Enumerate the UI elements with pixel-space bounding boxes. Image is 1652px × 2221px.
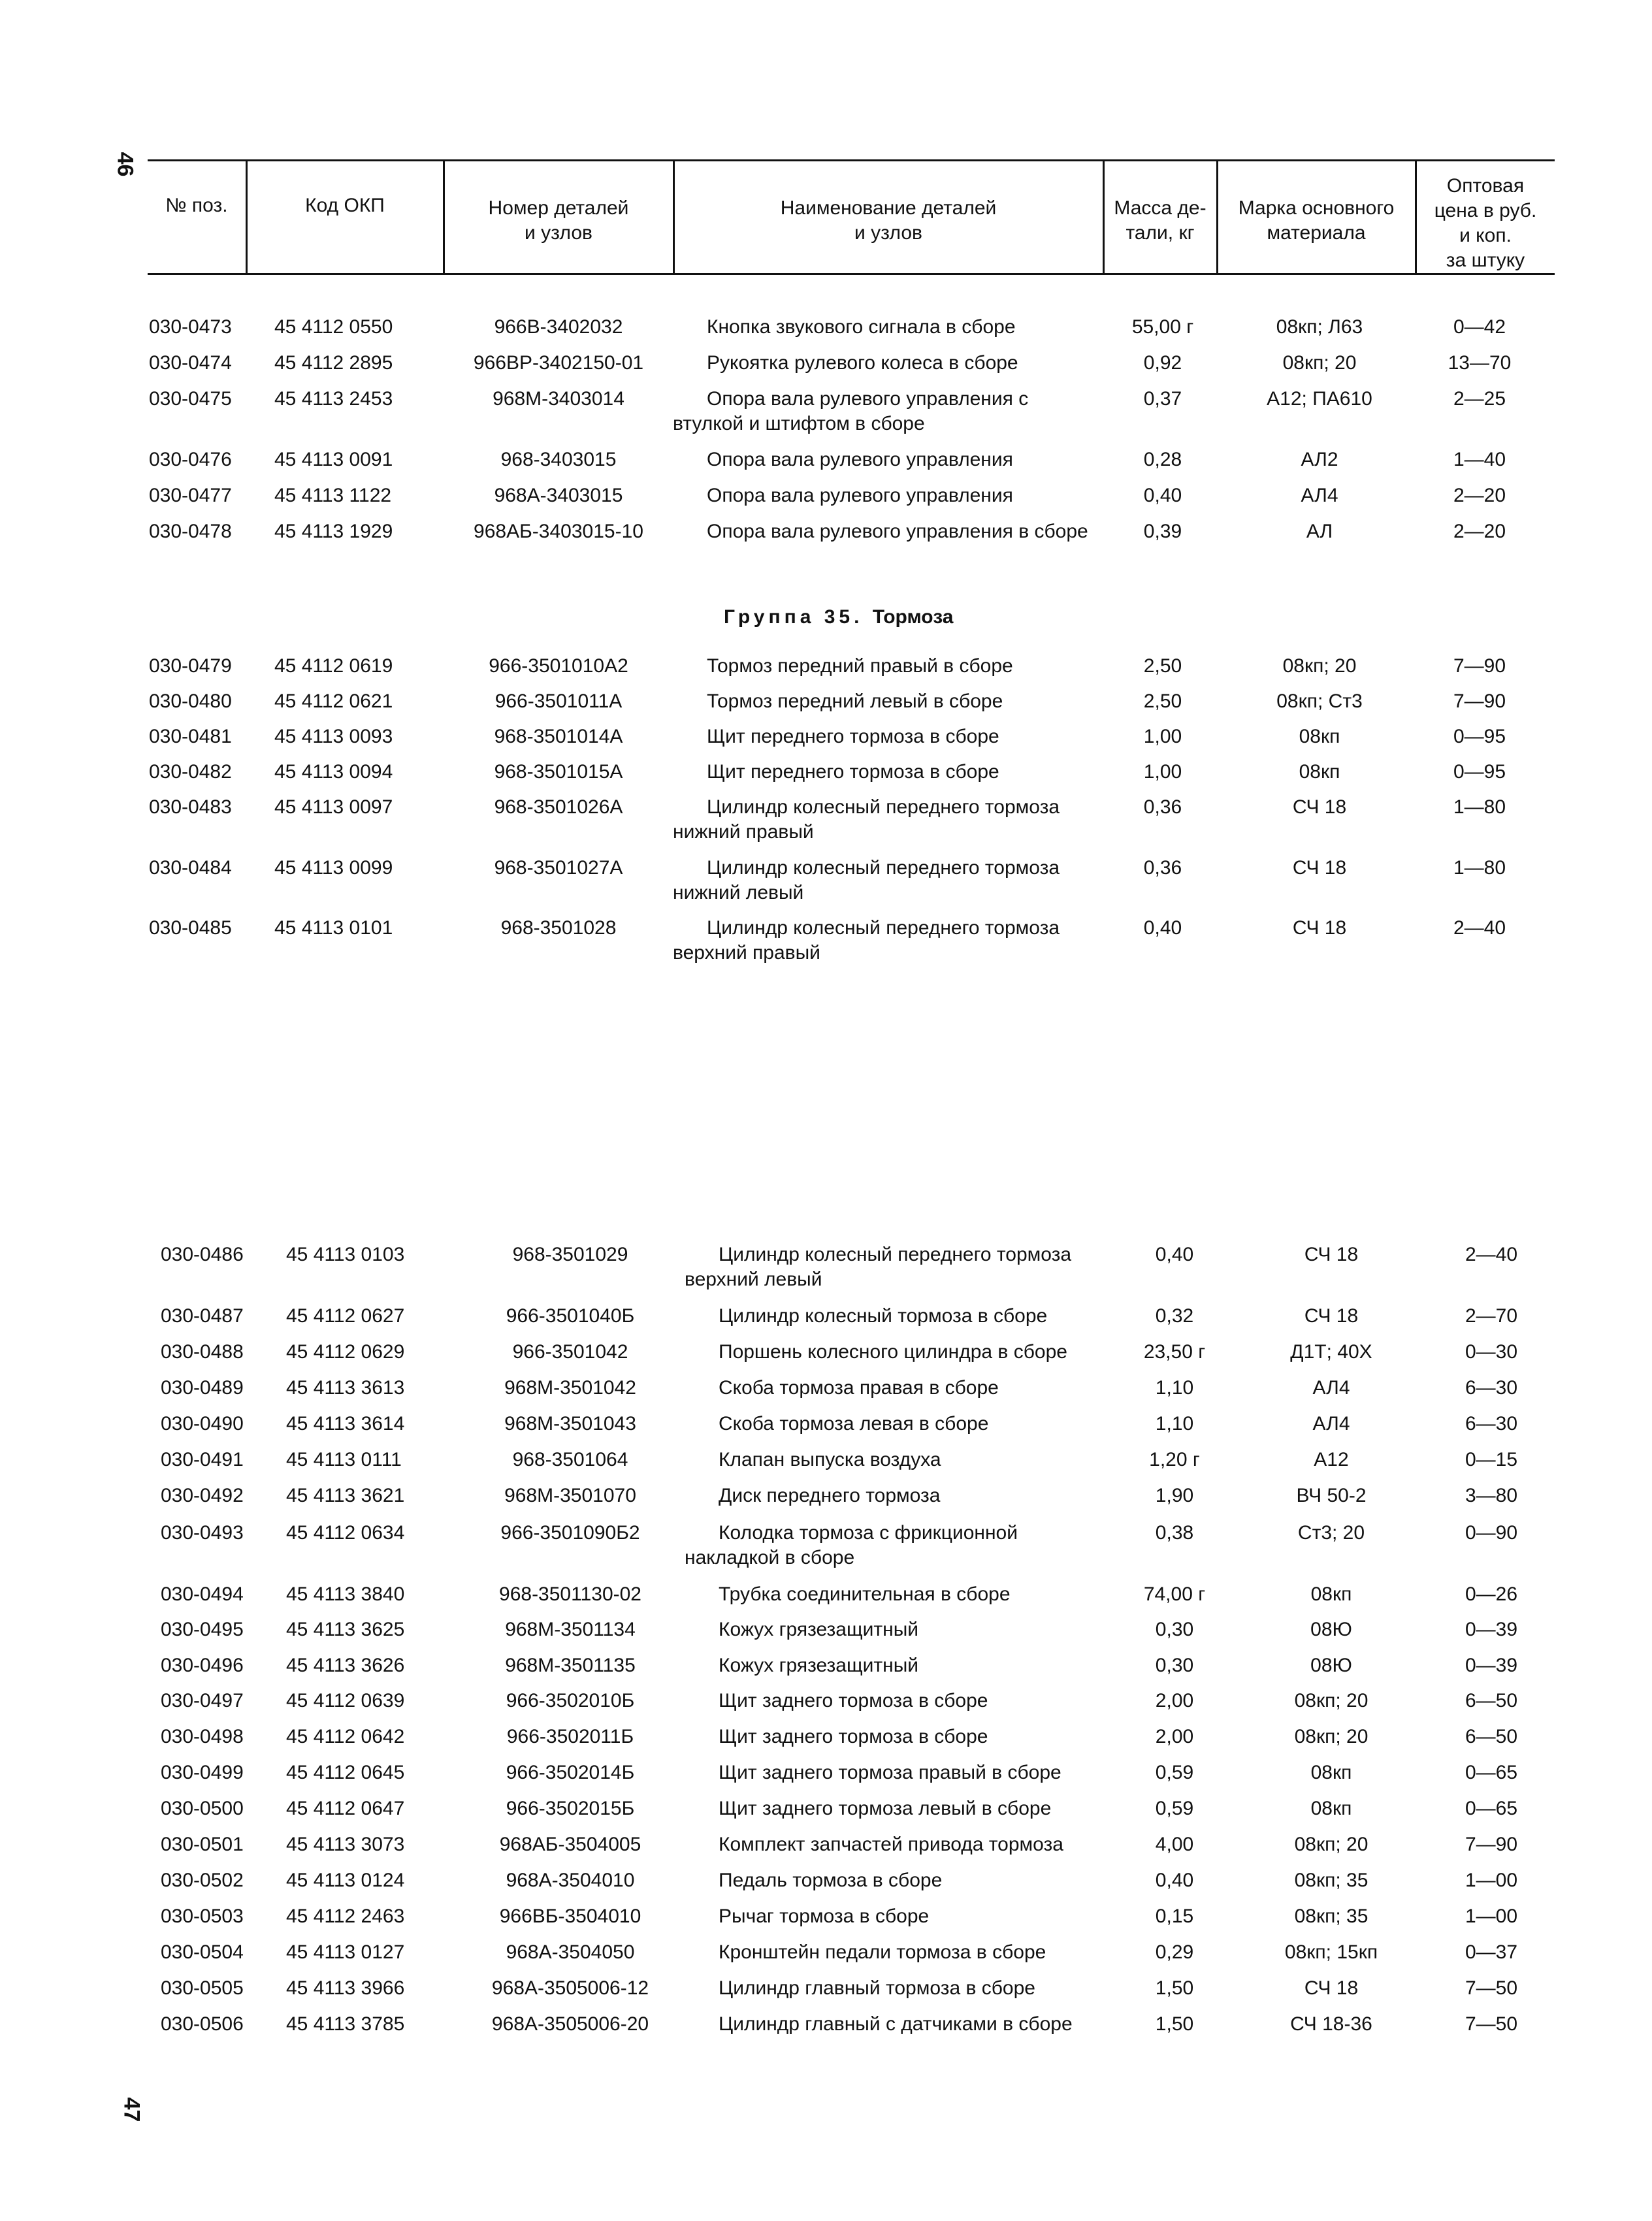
part-name: Трубка соединительная в сборе [719,1583,1011,1605]
part-name: Опора вала рулевого управления [707,449,1013,470]
position-number: 030-0489 [161,1377,244,1399]
part-number: 968А-3505006-12 [491,1977,649,1999]
part-name: Цилиндр главный с датчиками в сборе [719,2013,1073,2035]
part-mass: 1,20 г [1149,1449,1200,1470]
wholesale-price: 7—50 [1465,1977,1518,1999]
material-grade: СЧ 18 [1304,1244,1359,1265]
part-number: 966-3501042 [512,1341,628,1363]
part-number: 968АБ-3504005 [499,1834,641,1855]
header-pos: № поз. [165,195,228,216]
wholesale-price: 0—42 [1453,316,1506,338]
material-grade: 08кп [1310,1762,1352,1783]
part-number: 968АБ-3403015-10 [474,521,643,542]
part-number: 966-3501011А [494,690,623,712]
wholesale-price: 2—70 [1465,1305,1518,1327]
part-mass: 0,36 [1143,857,1182,879]
position-number: 030-0483 [149,796,232,818]
wholesale-price: 1—80 [1453,796,1506,818]
wholesale-price: 0—95 [1453,761,1506,783]
wholesale-price: 2—20 [1453,485,1506,506]
part-mass: 0,40 [1143,485,1182,506]
part-name: Щит заднего тормоза левый в сборе [719,1798,1052,1819]
table-row [0,1242,1652,1301]
material-grade: СЧ 18-36 [1290,2013,1372,2035]
okp-code: 45 4113 0101 [274,917,393,939]
part-number: 966-3502015Б [506,1798,635,1819]
okp-code: 45 4112 0619 [274,655,393,677]
part-name: Опора вала рулевого управления в сборе [707,521,1088,542]
material-grade: 08кп [1299,761,1340,783]
wholesale-price: 2—20 [1453,521,1506,542]
position-number: 030-0495 [161,1619,244,1640]
okp-code: 45 4113 3621 [286,1485,405,1506]
wholesale-price: 2—40 [1465,1244,1518,1265]
header-okp: Код ОКП [305,195,385,216]
part-mass: 1,50 [1155,1977,1194,1999]
position-number: 030-0487 [161,1305,244,1327]
part-mass: 1,10 [1155,1377,1194,1399]
header-mass: Масса де- тали, кг [1114,197,1207,244]
table-row [0,519,1652,578]
part-mass: 0,36 [1143,796,1182,818]
part-number: 966-3502011Б [506,1726,634,1747]
okp-code: 45 4112 0627 [286,1305,405,1327]
okp-code: 45 4112 0634 [286,1522,405,1544]
part-mass: 0,15 [1155,1905,1194,1927]
position-number: 030-0480 [149,690,232,712]
okp-code: 45 4113 3625 [286,1619,405,1640]
material-grade: 08кп [1310,1583,1352,1605]
part-mass: 0,37 [1143,388,1182,410]
part-number: 966-3501040Б [506,1305,635,1327]
part-name: Цилиндр колесный тормоза в сборе [719,1305,1048,1327]
position-number: 030-0501 [161,1834,244,1855]
header-price: Оптовая цена в руб. и коп. за штуку [1434,175,1537,271]
material-grade: 08кп; 20 [1294,1690,1369,1711]
wholesale-price: 1—00 [1465,1870,1518,1891]
wholesale-price: 0—65 [1465,1798,1518,1819]
okp-code: 45 4113 0093 [274,726,393,747]
material-grade: 08кп; 35 [1294,1870,1369,1891]
group-name: Тормоза [872,606,954,628]
wholesale-price: 7—90 [1453,690,1506,712]
okp-code: 45 4113 3966 [286,1977,405,1999]
part-mass: 74,00 г [1143,1583,1206,1605]
table-row [0,916,1652,975]
part-mass: 1,10 [1155,1413,1194,1435]
material-grade: АЛ4 [1312,1377,1350,1399]
part-number: 968-3501029 [512,1244,628,1265]
okp-code: 45 4113 0099 [274,857,393,879]
material-grade: 08Ю [1310,1619,1352,1640]
group-prefix: Группа 35. [724,606,864,628]
material-grade: СЧ 18 [1292,796,1347,818]
wholesale-price: 6—30 [1465,1413,1518,1435]
part-number: 966-3502014Б [506,1762,635,1783]
okp-code: 45 4113 3626 [286,1655,405,1676]
position-number: 030-0502 [161,1870,244,1891]
part-name: Щит заднего тормоза правый в сборе [719,1762,1061,1783]
position-number: 030-0485 [149,917,232,939]
part-name: Педаль тормоза в сборе [719,1870,943,1891]
okp-code: 45 4112 0639 [286,1690,405,1711]
part-number: 966В-3402032 [494,316,623,338]
part-name: Скоба тормоза левая в сборе [719,1413,989,1435]
part-name: Скоба тормоза правая в сборе [719,1377,999,1399]
wholesale-price: 0—39 [1465,1655,1518,1676]
okp-code: 45 4113 3073 [286,1834,405,1855]
position-number: 030-0481 [149,726,232,747]
part-mass: 1,00 [1143,726,1182,747]
header-part-number: Номер деталей и узлов [488,197,629,244]
okp-code: 45 4112 2895 [274,352,393,374]
part-name: Тормоз передний левый в сборе [707,690,1003,712]
part-mass: 2,00 [1155,1726,1194,1747]
part-number: 968-3501028 [500,917,617,939]
part-name: Тормоз передний правый в сборе [707,655,1013,677]
part-mass: 0,38 [1155,1522,1194,1544]
part-name: Цилиндр главный тормоза в сборе [719,1977,1035,1999]
material-grade: 08кп [1299,726,1340,747]
wholesale-price: 0—39 [1465,1619,1518,1640]
material-grade: 08кп; 20 [1282,352,1357,374]
wholesale-price: 7—50 [1465,2013,1518,2035]
part-number: 968-3501026А [494,796,623,818]
position-number: 030-0498 [161,1726,244,1747]
part-mass: 0,40 [1155,1244,1194,1265]
part-number: 966-3501010А2 [489,655,628,677]
wholesale-price: 0—30 [1465,1341,1518,1363]
material-grade: А12; ПА610 [1267,388,1372,410]
okp-code: 45 4112 0621 [274,690,393,712]
part-number: 968-3501015А [494,761,623,783]
part-mass: 55,00 г [1131,316,1194,338]
part-number: 966ВБ-3504010 [499,1905,641,1927]
wholesale-price: 1—80 [1453,857,1506,879]
wholesale-price: 0—26 [1465,1583,1518,1605]
okp-code: 45 4113 3840 [286,1583,405,1605]
part-name: Цилиндр колесный переднего тормоза нижний левый [673,857,1060,903]
material-grade: ВЧ 50-2 [1296,1485,1367,1506]
position-number: 030-0503 [161,1905,244,1927]
part-name: Щит переднего тормоза в сборе [707,761,999,783]
position-number: 030-0473 [149,316,232,338]
part-mass: 0,29 [1155,1941,1194,1963]
position-number: 030-0479 [149,655,232,677]
wholesale-price: 13—70 [1448,352,1512,374]
part-number: 968М-3501135 [505,1655,636,1676]
part-mass: 0,40 [1143,917,1182,939]
wholesale-price: 0—65 [1465,1762,1518,1783]
part-name: Щит заднего тормоза в сборе [719,1690,988,1711]
part-name: Кнопка звукового сигнала в сборе [707,316,1016,338]
part-number: 968А-3403015 [494,485,623,506]
material-grade: 08Ю [1310,1655,1352,1676]
position-number: 030-0475 [149,388,232,410]
part-mass: 2,50 [1143,655,1182,677]
material-grade: Ст3; 20 [1297,1522,1365,1544]
wholesale-price: 6—30 [1465,1377,1518,1399]
part-mass: 0,39 [1143,521,1182,542]
part-mass: 0,30 [1155,1619,1194,1640]
part-name: Опора вала рулевого управления [707,485,1013,506]
table-row [0,2012,1652,2071]
okp-code: 45 4112 0642 [286,1726,405,1747]
material-grade: А12 [1314,1449,1349,1470]
okp-code: 45 4113 0091 [274,449,393,470]
part-number: 968А-3504050 [506,1941,635,1963]
part-mass: 1,90 [1155,1485,1194,1506]
part-number: 968А-3505006-20 [491,2013,649,2035]
position-number: 030-0484 [149,857,232,879]
position-number: 030-0493 [161,1522,244,1544]
part-number: 968М-3501043 [504,1413,636,1435]
part-name: Щит заднего тормоза в сборе [719,1726,988,1747]
okp-code: 45 4112 0645 [286,1762,405,1783]
part-name: Клапан выпуска воздуха [719,1449,941,1470]
wholesale-price: 1—00 [1465,1905,1518,1927]
position-number: 030-0504 [161,1941,244,1963]
wholesale-price: 0—95 [1453,726,1506,747]
table-row [0,856,1652,915]
part-name: Опора вала рулевого управления с втулкой и штифтом в сборе [673,388,1029,434]
okp-code: 45 4113 0094 [274,761,393,783]
page-number-bottom: 47 [119,2097,144,2122]
part-name: Цилиндр колесный переднего тормоза нижний правый [673,796,1060,843]
part-name: Кожух грязезащитный [719,1619,919,1640]
wholesale-price: 0—90 [1465,1522,1518,1544]
table-row [0,795,1652,854]
okp-code: 45 4112 0550 [274,316,393,338]
wholesale-price: 2—25 [1453,388,1506,410]
part-number: 968М-3403014 [493,388,624,410]
position-number: 030-0494 [161,1583,244,1605]
position-number: 030-0497 [161,1690,244,1711]
okp-code: 45 4112 0647 [286,1798,405,1819]
part-number: 966-3501090Б2 [500,1522,640,1544]
part-name: Диск переднего тормоза [719,1485,941,1506]
material-grade: СЧ 18 [1292,917,1347,939]
position-number: 030-0482 [149,761,232,783]
position-number: 030-0478 [149,521,232,542]
okp-code: 45 4113 0097 [274,796,393,818]
position-number: 030-0492 [161,1485,244,1506]
wholesale-price: 6—50 [1465,1726,1518,1747]
okp-code: 45 4113 2453 [274,388,393,410]
header-top-rule [148,159,1555,161]
okp-code: 45 4112 0629 [286,1341,405,1363]
material-grade: СЧ 18 [1292,857,1347,879]
wholesale-price: 3—80 [1465,1485,1518,1506]
part-number: 968-3501027А [494,857,623,879]
position-number: 030-0488 [161,1341,244,1363]
material-grade: 08кп; 20 [1294,1726,1369,1747]
okp-code: 45 4113 3614 [286,1413,405,1435]
material-grade: АЛ [1306,521,1333,542]
material-grade: 08кп; Л63 [1276,316,1363,338]
okp-code: 45 4113 1122 [274,485,392,506]
okp-code: 45 4113 0103 [286,1244,405,1265]
wholesale-price: 2—40 [1453,917,1506,939]
position-number: 030-0476 [149,449,232,470]
wholesale-price: 6—50 [1465,1690,1518,1711]
header-bottom-rule [148,273,1555,275]
group-heading [724,606,953,628]
material-grade: 08кп; 35 [1294,1905,1369,1927]
part-mass: 0,59 [1155,1762,1194,1783]
wholesale-price: 0—37 [1465,1941,1518,1963]
position-number: 030-0500 [161,1798,244,1819]
okp-code: 45 4113 0127 [286,1941,405,1963]
material-grade: Д1Т; 40Х [1290,1341,1372,1363]
material-grade: СЧ 18 [1304,1305,1359,1327]
material-grade: СЧ 18 [1304,1977,1359,1999]
material-grade: 08кп; Ст3 [1276,690,1363,712]
part-mass: 2,00 [1155,1690,1194,1711]
part-number: 966ВР-3402150-01 [473,352,644,374]
position-number: 030-0491 [161,1449,244,1470]
part-name: Рукоятка рулевого колеса в сборе [707,352,1018,374]
part-name: Колодка тормоза с фрикционной накладкой в сборе [685,1522,1018,1568]
part-number: 968М-3501070 [504,1485,636,1506]
part-name: Кронштейн педали тормоза в сборе [719,1941,1046,1963]
part-mass: 23,50 г [1143,1341,1206,1363]
part-number: 968-3403015 [500,449,617,470]
part-mass: 2,50 [1143,690,1182,712]
wholesale-price: 0—15 [1465,1449,1518,1470]
part-name: Рычаг тормоза в сборе [719,1905,930,1927]
part-number: 968-3501014А [494,726,623,747]
material-grade: 08кп; 20 [1282,655,1357,677]
okp-code: 45 4113 3785 [286,2013,405,2035]
part-mass: 0,59 [1155,1798,1194,1819]
material-grade: 08кп; 15кп [1284,1941,1378,1963]
part-mass: 0,40 [1155,1870,1194,1891]
position-number: 030-0506 [161,2013,244,2035]
wholesale-price: 7—90 [1465,1834,1518,1855]
material-grade: 08кп; 20 [1294,1834,1369,1855]
position-number: 030-0490 [161,1413,244,1435]
part-mass: 1,50 [1155,2013,1194,2035]
material-grade: АЛ2 [1301,449,1338,470]
part-number: 968М-3501042 [504,1377,636,1399]
part-number: 968-3501130-02 [499,1583,641,1605]
header-material: Марка основного материала [1238,197,1395,244]
part-name: Поршень колесного цилиндра в сборе [719,1341,1067,1363]
table-row [0,1521,1652,1580]
okp-code: 45 4113 3613 [286,1377,405,1399]
okp-code: 45 4113 1929 [274,521,393,542]
part-mass: 4,00 [1155,1834,1194,1855]
okp-code: 45 4113 0111 [286,1449,402,1470]
part-mass: 0,30 [1155,1655,1194,1676]
position-number: 030-0474 [149,352,232,374]
position-number: 030-0477 [149,485,232,506]
part-mass: 0,92 [1143,352,1182,374]
part-name: Цилиндр колесный переднего тормоза верхний правый [673,917,1060,964]
material-grade: АЛ4 [1301,485,1338,506]
part-number: 968А-3504010 [506,1870,635,1891]
position-number: 030-0486 [161,1244,244,1265]
material-grade: АЛ4 [1312,1413,1350,1435]
position-number: 030-0496 [161,1655,244,1676]
part-name: Комплект запчастей привода тормоза [719,1834,1063,1855]
wholesale-price: 7—90 [1453,655,1506,677]
part-name: Цилиндр колесный переднего тормоза верхний левый [685,1244,1072,1290]
part-mass: 0,32 [1155,1305,1194,1327]
wholesale-price: 1—40 [1453,449,1506,470]
part-number: 968М-3501134 [505,1619,636,1640]
okp-code: 45 4113 0124 [286,1870,405,1891]
part-name: Щит переднего тормоза в сборе [707,726,999,747]
position-number: 030-0499 [161,1762,244,1783]
part-mass: 0,28 [1143,449,1182,470]
header-part-name: Наименование деталей и узлов [780,197,997,244]
part-name: Кожух грязезащитный [719,1655,919,1676]
position-number: 030-0505 [161,1977,244,1999]
table-row [0,387,1652,446]
part-mass: 1,00 [1143,761,1182,783]
okp-code: 45 4112 2463 [286,1905,405,1927]
material-grade: 08кп [1310,1798,1352,1819]
part-number: 966-3502010Б [506,1690,635,1711]
page-number-top: 46 [112,152,138,177]
part-number: 968-3501064 [512,1449,628,1470]
